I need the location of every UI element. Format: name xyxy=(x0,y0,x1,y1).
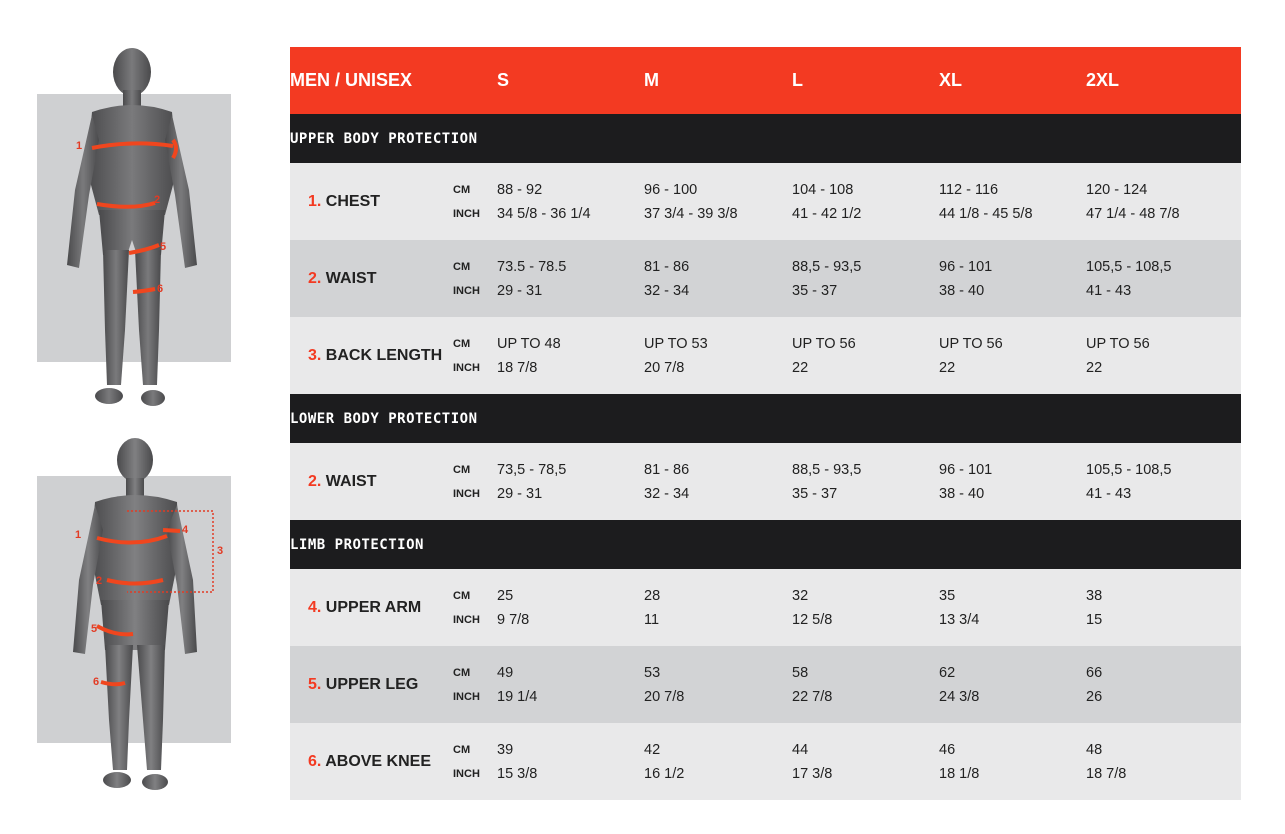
value-cm: 120 - 124 xyxy=(1086,181,1148,198)
section-title: LIMB PROTECTION xyxy=(290,520,1241,569)
value-cm: 66 xyxy=(1086,664,1103,681)
value-cell xyxy=(792,646,939,723)
value-inch: 26 xyxy=(1086,688,1103,705)
table-row xyxy=(290,240,1241,317)
value-cm: 105,5 - 108,5 xyxy=(1086,258,1172,275)
value-cell xyxy=(644,163,792,240)
unit-inch-label: INCH xyxy=(453,207,480,220)
unit-inch-label: INCH xyxy=(453,361,480,374)
value-inch: 41 - 42 1/2 xyxy=(792,205,862,222)
section-title: UPPER BODY PROTECTION xyxy=(290,114,1241,163)
value-cm: 96 - 101 xyxy=(939,461,993,478)
size-header-2xl: 2XL xyxy=(1086,47,1241,114)
measurement-name: BACK LENGTH xyxy=(325,346,443,364)
section-header-row xyxy=(290,114,1241,163)
value-cell xyxy=(939,240,1086,317)
value-cm: 81 - 86 xyxy=(644,461,690,478)
value-cm: 39 xyxy=(497,741,514,758)
table-title: MEN / UNISEX xyxy=(290,47,497,114)
table-row xyxy=(290,443,1241,520)
value-cm: UP TO 56 xyxy=(939,335,1003,352)
value-cell xyxy=(1086,723,1241,800)
measurement-number: 4. xyxy=(308,598,322,616)
unit-cell xyxy=(453,723,497,800)
value-cm: 104 - 108 xyxy=(792,181,854,198)
table-row xyxy=(290,646,1241,723)
value-inch: 18 1/8 xyxy=(939,765,980,782)
front-label-1: 1 xyxy=(76,140,83,152)
value-cell xyxy=(1086,646,1241,723)
unit-cm-label: CM xyxy=(453,666,471,679)
value-inch: 15 xyxy=(1086,611,1103,628)
value-cell xyxy=(497,646,644,723)
value-cm: 105,5 - 108,5 xyxy=(1086,461,1172,478)
measurement-label xyxy=(290,569,453,646)
value-cm: 38 xyxy=(1086,587,1103,604)
table-row xyxy=(290,317,1241,394)
value-inch: 22 7/8 xyxy=(792,688,833,705)
measurement-name: WAIST xyxy=(325,269,377,287)
unit-inch-label: INCH xyxy=(453,767,480,780)
table-row xyxy=(290,163,1241,240)
value-cm: 28 xyxy=(644,587,661,604)
unit-cm-label: CM xyxy=(453,260,471,273)
back-label-1: 1 xyxy=(75,529,82,541)
value-inch: 19 1/4 xyxy=(497,688,538,705)
value-inch: 32 - 34 xyxy=(644,282,690,299)
measurement-number: 5. xyxy=(308,675,322,693)
value-cell xyxy=(644,443,792,520)
value-inch: 44 1/8 - 45 5/8 xyxy=(939,205,1033,222)
value-cm: 49 xyxy=(497,664,514,681)
unit-cell xyxy=(453,240,497,317)
unit-cell xyxy=(453,317,497,394)
value-cm: UP TO 56 xyxy=(1086,335,1150,352)
value-cell xyxy=(939,317,1086,394)
unit-cell xyxy=(453,569,497,646)
table-header-row xyxy=(290,47,1241,114)
value-inch: 24 3/8 xyxy=(939,688,980,705)
front-body-figure xyxy=(37,40,231,420)
size-header-s: S xyxy=(497,47,644,114)
measurement-label xyxy=(290,240,453,317)
value-cell xyxy=(792,163,939,240)
value-inch: 37 3/4 - 39 3/8 xyxy=(644,205,738,222)
value-cell xyxy=(644,317,792,394)
value-inch: 41 - 43 xyxy=(1086,485,1132,502)
value-cell xyxy=(792,443,939,520)
value-inch: 29 - 31 xyxy=(497,282,543,299)
value-inch: 38 - 40 xyxy=(939,485,985,502)
value-inch: 41 - 43 xyxy=(1086,282,1132,299)
value-cell xyxy=(497,317,644,394)
value-cell xyxy=(939,569,1086,646)
measurement-label xyxy=(290,646,453,723)
front-label-5: 5 xyxy=(160,241,167,253)
unit-inch-label: INCH xyxy=(453,487,480,500)
front-label-6: 6 xyxy=(157,283,164,295)
measurement-number: 6. xyxy=(308,752,322,770)
value-inch: 17 3/8 xyxy=(792,765,833,782)
value-cell xyxy=(497,723,644,800)
measurement-number: 3. xyxy=(308,346,322,364)
value-inch: 11 xyxy=(644,611,660,628)
value-cell xyxy=(792,723,939,800)
section-header-row xyxy=(290,394,1241,443)
unit-cm-label: CM xyxy=(453,589,471,602)
unit-cell xyxy=(453,443,497,520)
value-cm: UP TO 56 xyxy=(792,335,856,352)
value-cell xyxy=(497,240,644,317)
value-inch: 35 - 37 xyxy=(792,282,838,299)
size-header-xl: XL xyxy=(939,47,1086,114)
value-cm: 96 - 101 xyxy=(939,258,993,275)
value-inch: 29 - 31 xyxy=(497,485,543,502)
back-silhouette xyxy=(73,438,197,790)
unit-cm-label: CM xyxy=(453,463,471,476)
value-cell xyxy=(497,569,644,646)
unit-cell xyxy=(453,646,497,723)
value-cm: UP TO 53 xyxy=(644,335,708,352)
value-inch: 12 5/8 xyxy=(792,611,833,628)
value-inch: 18 7/8 xyxy=(497,359,538,376)
value-cm: 81 - 86 xyxy=(644,258,690,275)
value-cell xyxy=(1086,569,1241,646)
unit-cell xyxy=(453,163,497,240)
section-header-row xyxy=(290,520,1241,569)
value-cell xyxy=(939,163,1086,240)
value-inch: 22 xyxy=(792,359,809,376)
value-inch: 16 1/2 xyxy=(644,765,685,782)
value-cm: 88 - 92 xyxy=(497,181,543,198)
size-chart-table xyxy=(290,47,1241,800)
back-label-3: 3 xyxy=(217,545,224,557)
value-inch: 15 3/8 xyxy=(497,765,538,782)
unit-cm-label: CM xyxy=(453,743,471,756)
size-header-m: M xyxy=(644,47,792,114)
value-cell xyxy=(644,646,792,723)
measurement-name: UPPER ARM xyxy=(325,598,422,616)
back-label-6: 6 xyxy=(93,676,100,688)
measurement-name: UPPER LEG xyxy=(325,675,419,693)
unit-cm-label: CM xyxy=(453,183,471,196)
value-inch: 20 7/8 xyxy=(644,359,685,376)
value-inch: 47 1/4 - 48 7/8 xyxy=(1086,205,1180,222)
value-cm: 35 xyxy=(939,587,956,604)
unit-inch-label: INCH xyxy=(453,284,480,297)
value-inch: 9 7/8 xyxy=(497,611,530,628)
table-row xyxy=(290,723,1241,800)
value-cm: 32 xyxy=(792,587,809,604)
value-cm: 96 - 100 xyxy=(644,181,698,198)
value-cell xyxy=(1086,240,1241,317)
measurement-number: 2. xyxy=(308,269,322,287)
value-cell xyxy=(497,443,644,520)
value-cm: 46 xyxy=(939,741,956,758)
value-cm: 58 xyxy=(792,664,809,681)
measurement-name: ABOVE KNEE xyxy=(325,752,431,770)
value-cell xyxy=(792,317,939,394)
value-cm: 112 - 116 xyxy=(939,181,999,198)
section-title: LOWER BODY PROTECTION xyxy=(290,394,1241,443)
value-cm: 44 xyxy=(792,741,809,758)
value-cell xyxy=(939,646,1086,723)
value-inch: 18 7/8 xyxy=(1086,765,1127,782)
unit-inch-label: INCH xyxy=(453,690,480,703)
value-inch: 13 3/4 xyxy=(939,611,980,628)
value-cell xyxy=(1086,163,1241,240)
value-inch: 34 5/8 - 36 1/4 xyxy=(497,205,591,222)
value-cm: 73.5 - 78.5 xyxy=(497,258,567,275)
size-header-l: L xyxy=(792,47,939,114)
value-cm: UP TO 48 xyxy=(497,335,561,352)
value-inch: 32 - 34 xyxy=(644,485,690,502)
measurement-label xyxy=(290,317,453,394)
value-inch: 22 xyxy=(939,359,956,376)
value-cell xyxy=(939,443,1086,520)
measurement-label xyxy=(290,723,453,800)
measurement-name: CHEST xyxy=(325,192,381,210)
back-label-5: 5 xyxy=(91,623,98,635)
value-cell xyxy=(1086,443,1241,520)
value-inch: 38 - 40 xyxy=(939,282,985,299)
table-row xyxy=(290,569,1241,646)
unit-inch-label: INCH xyxy=(453,613,480,626)
value-cell xyxy=(644,569,792,646)
value-inch: 22 xyxy=(1086,359,1103,376)
measurement-number: 1. xyxy=(308,192,322,210)
value-cm: 25 xyxy=(497,587,514,604)
value-cm: 62 xyxy=(939,664,956,681)
value-cell xyxy=(792,240,939,317)
value-cell xyxy=(497,163,644,240)
value-cm: 48 xyxy=(1086,741,1103,758)
measurement-number: 2. xyxy=(308,472,322,490)
value-cm: 88,5 - 93,5 xyxy=(792,461,862,478)
back-label-2: 2 xyxy=(96,575,103,587)
value-cm: 42 xyxy=(644,741,661,758)
back-body-figure xyxy=(37,430,231,800)
measurement-name: WAIST xyxy=(325,472,377,490)
front-label-2: 2 xyxy=(154,194,161,206)
value-cell xyxy=(939,723,1086,800)
value-cell xyxy=(1086,317,1241,394)
value-inch: 35 - 37 xyxy=(792,485,838,502)
front-silhouette xyxy=(67,48,197,406)
value-cell xyxy=(792,569,939,646)
measurement-label xyxy=(290,443,453,520)
value-cell xyxy=(644,723,792,800)
value-inch: 20 7/8 xyxy=(644,688,685,705)
unit-cm-label: CM xyxy=(453,337,471,350)
value-cm: 88,5 - 93,5 xyxy=(792,258,862,275)
value-cm: 73,5 - 78,5 xyxy=(497,461,567,478)
value-cm: 53 xyxy=(644,664,661,681)
back-label-4: 4 xyxy=(182,524,189,536)
measurement-label xyxy=(290,163,453,240)
value-cell xyxy=(644,240,792,317)
